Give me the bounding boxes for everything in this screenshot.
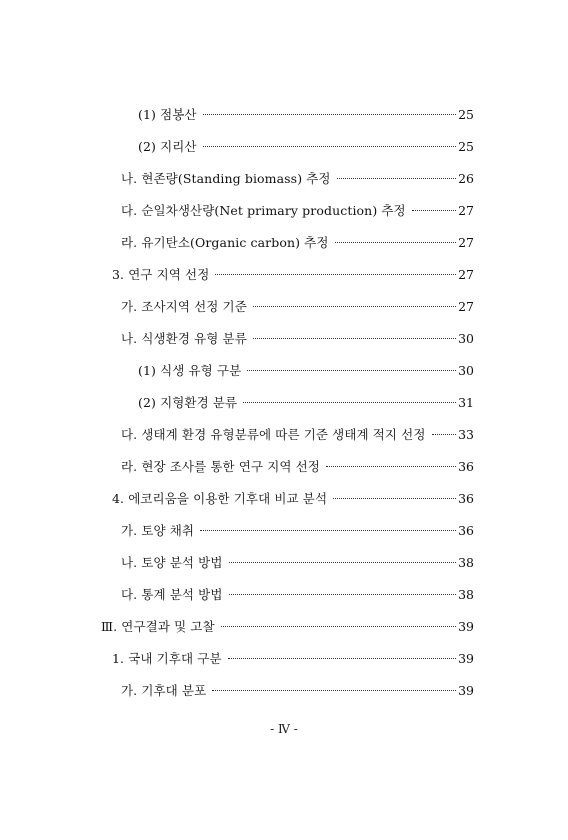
- toc-entry-page: 27: [458, 203, 474, 218]
- toc-leader-dots: [326, 466, 456, 467]
- toc-entry[interactable]: [112, 489, 474, 509]
- toc-entry-page: 36: [458, 459, 474, 474]
- toc-entry-page: 30: [458, 331, 474, 346]
- toc-entry[interactable]: [138, 361, 474, 381]
- toc-entry-label: 나. 토양 분석 방법: [121, 555, 223, 570]
- toc-entry[interactable]: [121, 329, 474, 349]
- toc-entry-page: 39: [458, 651, 474, 666]
- toc-leader-dots: [229, 562, 457, 563]
- toc-entry-label: 다. 통계 분석 방법: [121, 587, 223, 602]
- toc-entry-label: (2) 지리산: [138, 139, 197, 154]
- toc-entry-page: 39: [458, 683, 474, 698]
- toc-leader-dots: [215, 274, 456, 275]
- toc-entry-label: 3. 연구 지역 선정: [112, 267, 210, 282]
- toc-entry-page: 25: [458, 139, 474, 154]
- toc-entry-page: 31: [458, 395, 474, 410]
- toc-entry-label: 라. 유기탄소(Organic carbon) 추정: [121, 235, 329, 250]
- toc-entry-label: 다. 생태계 환경 유형분류에 따른 기준 생태계 적지 선정: [121, 427, 426, 442]
- toc-entry[interactable]: [121, 297, 474, 317]
- toc-leader-dots: [212, 690, 456, 691]
- toc-entry[interactable]: [101, 617, 474, 637]
- toc-entry-label: 4. 에코리움을 이용한 기후대 비교 분석: [112, 491, 328, 506]
- toc-entry[interactable]: [112, 649, 474, 669]
- toc-entry-page: 30: [458, 363, 474, 378]
- toc-entry-page: 25: [458, 107, 474, 122]
- toc-entry-label: 1. 국내 기후대 구분: [112, 651, 222, 666]
- toc-entry-page: 27: [458, 299, 474, 314]
- toc-entry[interactable]: [138, 105, 474, 125]
- toc-entry[interactable]: [121, 553, 474, 573]
- toc-entry-label: (2) 지형환경 분류: [138, 395, 238, 410]
- toc-entry-label: 나. 현존량(Standing biomass) 추정: [121, 171, 331, 186]
- toc-entry[interactable]: [121, 457, 474, 477]
- toc-entry[interactable]: [121, 681, 474, 701]
- toc-entry[interactable]: [121, 233, 474, 253]
- toc-leader-dots: [337, 178, 456, 179]
- toc-leader-dots: [253, 306, 456, 307]
- toc-leader-dots: [333, 498, 456, 499]
- toc-entry-page: 33: [458, 427, 474, 442]
- toc-entry-label: 가. 토양 채취: [121, 523, 195, 538]
- toc-entry-page: 36: [458, 491, 474, 506]
- toc-leader-dots: [203, 146, 456, 147]
- page-number-footer: - Ⅳ -: [270, 722, 298, 736]
- toc-leader-dots: [253, 338, 456, 339]
- toc-entry-page: 27: [458, 267, 474, 282]
- toc-leader-dots: [432, 434, 457, 435]
- toc-leader-dots: [243, 402, 456, 403]
- toc-entry-label: 다. 순일차생산량(Net primary production) 추정: [121, 203, 406, 218]
- toc-entry[interactable]: [121, 585, 474, 605]
- toc-entry-page: 26: [458, 171, 474, 186]
- toc-leader-dots: [335, 242, 457, 243]
- toc-entry-page: 38: [458, 555, 474, 570]
- toc-entry-page: 36: [458, 523, 474, 538]
- toc-entry[interactable]: [138, 137, 474, 157]
- toc-entry-label: 가. 조사지역 선정 기준: [121, 299, 247, 314]
- toc-leader-dots: [229, 594, 457, 595]
- toc-entry-label: 라. 현장 조사를 통한 연구 지역 선정: [121, 459, 320, 474]
- toc-entry[interactable]: [121, 521, 474, 541]
- toc-entry-page: 38: [458, 587, 474, 602]
- toc-entry-label: (1) 점봉산: [138, 107, 197, 122]
- toc-entry-label: Ⅲ. 연구결과 및 고찰: [101, 619, 215, 634]
- toc-entry[interactable]: [121, 425, 474, 445]
- toc-entry-label: 나. 식생환경 유형 분류: [121, 331, 247, 346]
- toc-entry-page: 39: [458, 619, 474, 634]
- toc-entry[interactable]: [121, 169, 474, 189]
- toc-entry[interactable]: [138, 393, 474, 413]
- toc-leader-dots: [228, 658, 457, 659]
- toc-entry-page: 27: [458, 235, 474, 250]
- toc-leader-dots: [412, 210, 456, 211]
- toc-leader-dots: [221, 626, 456, 627]
- toc-entry[interactable]: [112, 265, 474, 285]
- toc-leader-dots: [247, 370, 456, 371]
- toc-leader-dots: [203, 114, 456, 115]
- toc-entry-label: 가. 기후대 분포: [121, 683, 207, 698]
- toc-leader-dots: [200, 530, 456, 531]
- toc-entry[interactable]: [121, 201, 474, 221]
- toc-entry-label: (1) 식생 유형 구분: [138, 363, 242, 378]
